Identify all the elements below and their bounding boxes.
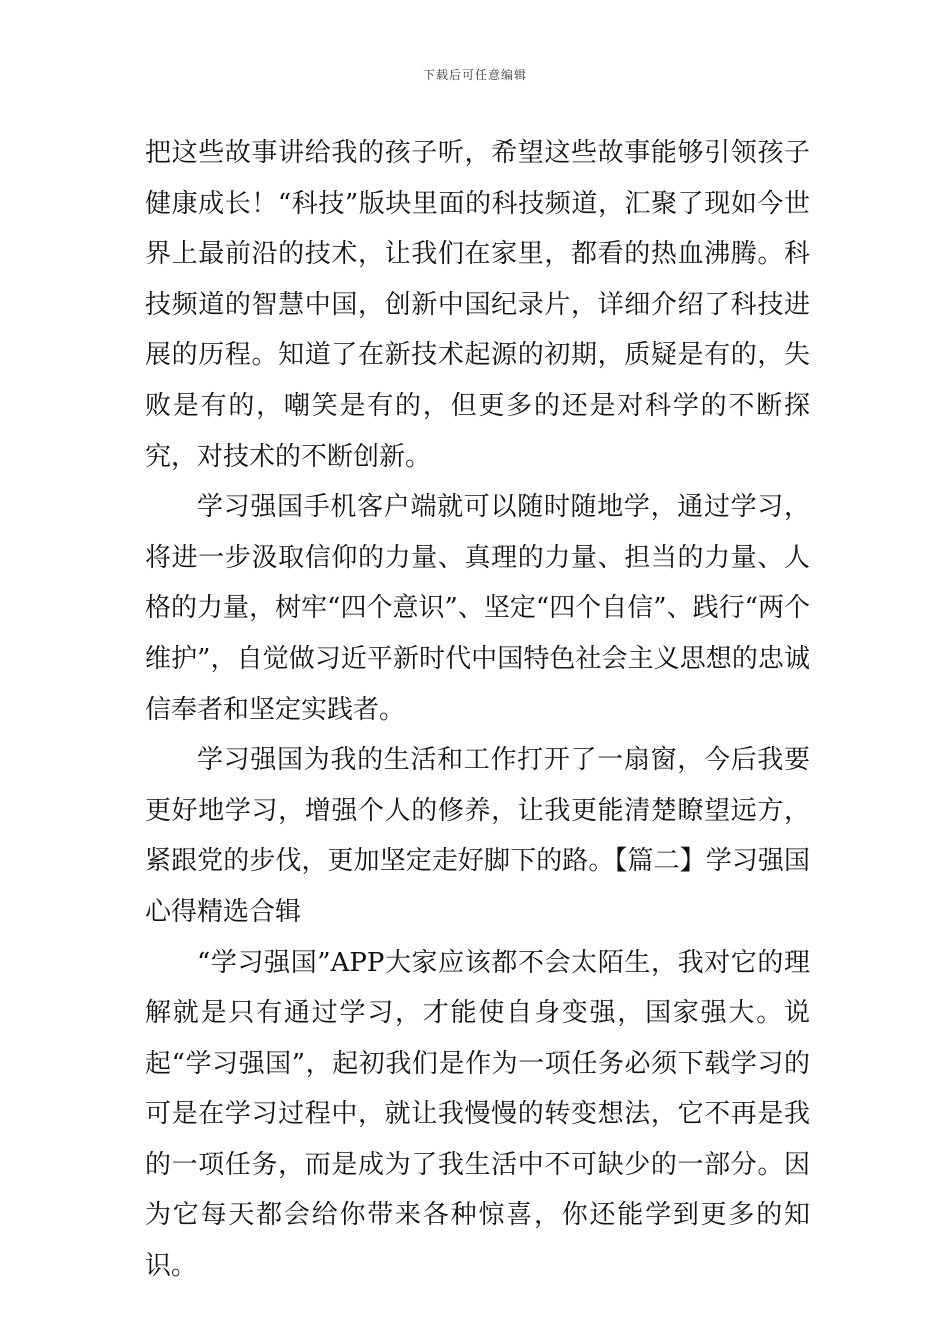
page-header: 下载后可任意编辑 <box>422 68 527 82</box>
paragraph-continued: 把这些故事讲给我的孩子听，希望这些故事能够引领孩子健康成长！“科技”版块里面的科技频道，汇聚了现如今世界上最前沿的技术，让我们在家里，都看的热血沸腾。科技频道的智慧中国，创新中国纪录片，详细介绍了科技进展的历程。知道了在新技术起源的初期，质疑是有的，失败是有的，嘲笑是有的，但更多的还是对科学的不断探究，对技术的不断创新。 <box>145 138 810 472</box>
paragraph-app-intro: “学习强国”APP大家应该都不会太陌生，我对它的理解就是只有通过学习，才能使自身变强，国家强大。说起“学习强国”，起初我们是作为一项任务必须下载学习的可是在学习过程中，就让我慢慢的转变想法，它不再是我的一项任务，而是成为了我生活中不可缺少的一部分。因为它每天都会给你带来各种惊喜，你还能学到更多的知识。 <box>145 947 810 1282</box>
document-body <box>145 128 810 1292</box>
paragraph-xuexi-app: 学习强国手机客户端就可以随时随地学，通过学习，将进一步汲取信仰的力量、真理的力量、担当的力量、人格的力量，树牢“四个意识”、坚定“四个自信”、践行“两个维护”，自觉做习近平新时代中国特色社会主义思想的忠诚信奉者和坚定实践者。 <box>145 492 810 725</box>
paragraph-window: 学习强国为我的生活和工作打开了一扇窗，今后我要更好地学习，增强个人的修养，让我更能清楚瞭望远方，紧跟党的步伐，更加坚定走好脚下的路。【篇二】学习强国心得精选合辑 <box>145 745 810 927</box>
